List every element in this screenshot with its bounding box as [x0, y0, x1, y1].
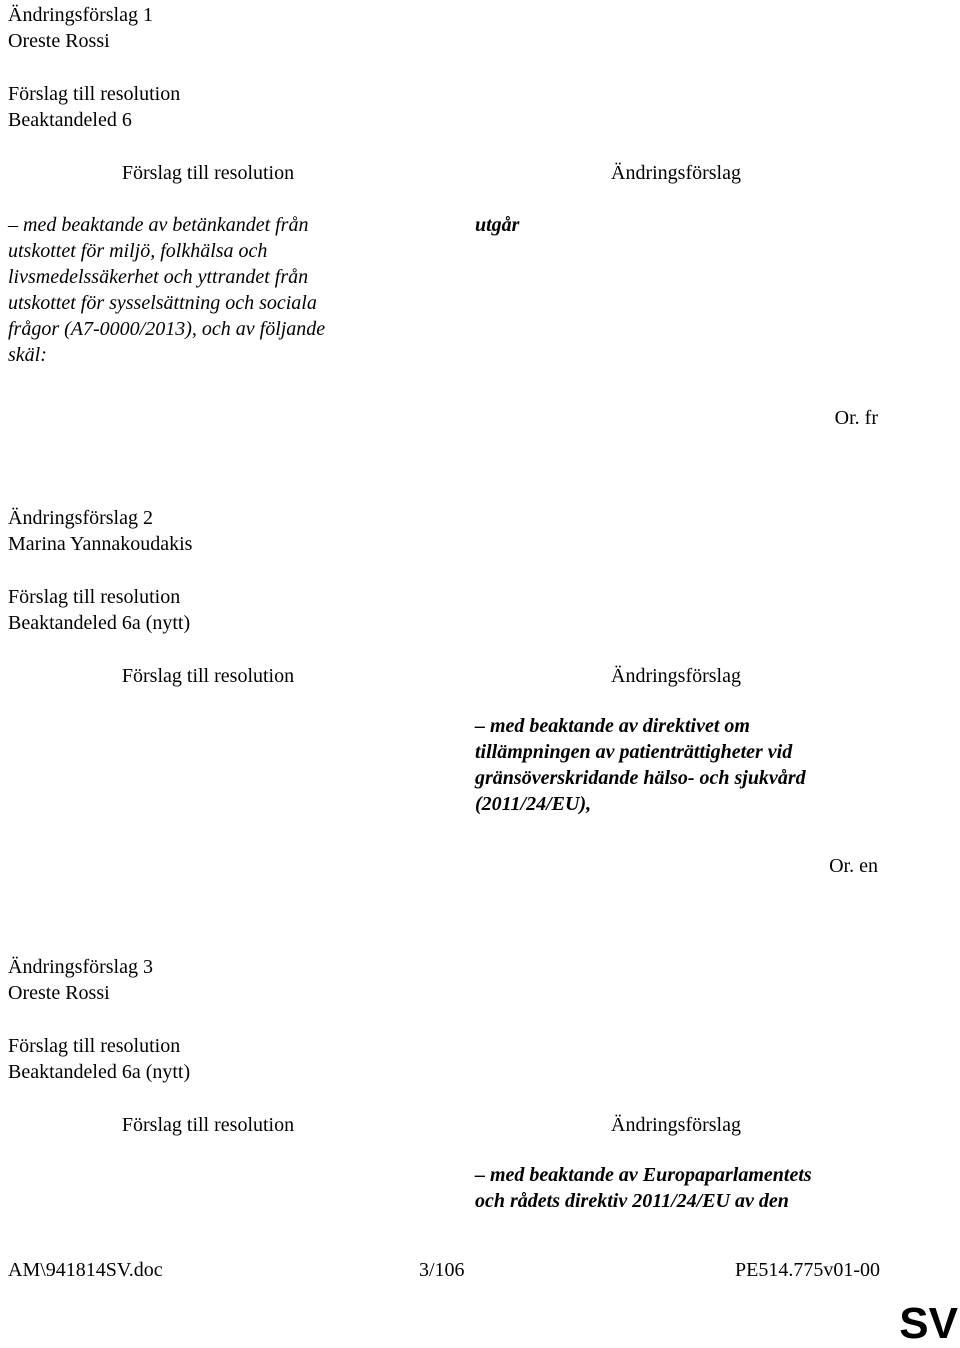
footer-page-number: 3/106 — [419, 1259, 465, 1281]
amendment-3-doc-type: Förslag till resolution — [8, 1035, 181, 1057]
amendment-1-title: Ändringsförslag 1 — [8, 4, 153, 26]
amendment-2-reference: Beaktandeled 6a (nytt) — [8, 612, 191, 634]
amendment-3-author: Oreste Rossi — [8, 982, 110, 1004]
text-line: – med beaktande av betänkandet från — [8, 214, 309, 236]
text-line: utskottet för miljö, folkhälsa och — [8, 240, 268, 262]
text-line: livsmedelssäkerhet och yttrandet från — [8, 266, 309, 288]
amendment-1-doc-type: Förslag till resolution — [8, 83, 181, 105]
amendment-3-reference: Beaktandeled 6a (nytt) — [8, 1061, 191, 1083]
amendment-1-left-header: Förslag till resolution — [121, 162, 295, 184]
text-line: och rådets direktiv 2011/24/EU av den — [475, 1190, 789, 1212]
text-line: utgår — [475, 214, 520, 236]
language-badge: SV — [899, 1299, 958, 1348]
text-line: – med beaktande av Europaparlamentets — [475, 1164, 812, 1186]
amendment-1-original-language: Or. fr — [834, 407, 878, 429]
text-line: gränsöverskridande hälso- och sjukvård — [475, 767, 806, 789]
amendment-3-title: Ändringsförslag 3 — [8, 956, 153, 978]
text-line: skäl: — [8, 344, 47, 366]
amendment-2-title: Ändringsförslag 2 — [8, 507, 153, 529]
text-line: (2011/24/EU), — [475, 793, 592, 815]
amendment-1-right-header: Ändringsförslag — [611, 162, 741, 184]
text-line: – med beaktande av direktivet om — [475, 715, 750, 737]
text-line: tillämpningen av patienträttigheter vid — [475, 741, 793, 763]
amendment-2-right-header: Ändringsförslag — [611, 665, 741, 687]
amendment-1-amended-text — [475, 212, 895, 238]
amendment-2-doc-type: Förslag till resolution — [8, 586, 181, 608]
amendment-3-amended-text — [475, 1162, 895, 1214]
footer-file-name: AM\941814SV.doc — [8, 1259, 163, 1281]
amendment-1-reference: Beaktandeled 6 — [8, 109, 132, 131]
amendment-2-left-header: Förslag till resolution — [121, 665, 295, 687]
amendment-2-amended-text — [475, 713, 895, 817]
amendment-3-left-header: Förslag till resolution — [121, 1114, 295, 1136]
amendment-3-right-header: Ändringsförslag — [611, 1114, 741, 1136]
text-line: frågor (A7-0000/2013), och av följande — [8, 318, 326, 340]
amendment-2-author: Marina Yannakoudakis — [8, 533, 193, 555]
amendment-1-original-text — [8, 212, 448, 368]
amendment-2-original-language: Or. en — [829, 855, 878, 877]
amendment-1-author: Oreste Rossi — [8, 30, 110, 52]
text-line: utskottet för sysselsättning och sociala — [8, 292, 317, 314]
footer-document-reference: PE514.775v01-00 — [735, 1259, 880, 1281]
